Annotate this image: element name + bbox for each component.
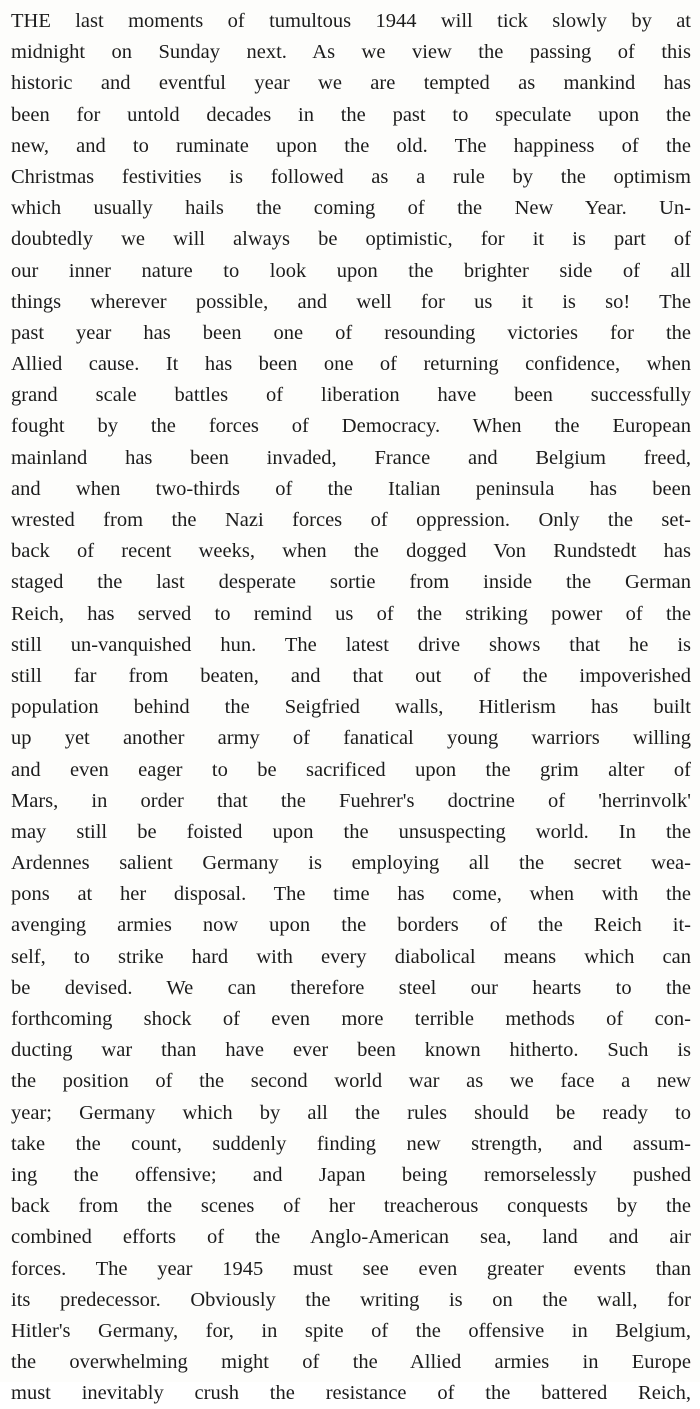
text-line: things wherever possible, and well for us it is so! The — [11, 290, 691, 313]
text-line: take the count, suddenly finding new strength, and assum- — [11, 1132, 691, 1155]
text-line: Allied cause. It has been one of returning confidence, when — [11, 353, 691, 376]
editorial-text-column — [11, 6, 691, 1409]
text-line: may still be foisted upon the unsuspecting world. In the — [11, 820, 691, 843]
text-line: back of recent weeks, when the dogged Von Rundstedt has — [11, 540, 691, 563]
text-line: be devised. We can therefore steel our hearts to the — [11, 976, 691, 999]
text-line: back from the scenes of her treacherous conquests by the — [11, 1195, 691, 1218]
text-line: Hitler's Germany, for, in spite of the offensive in Belgium, — [11, 1319, 691, 1342]
text-line: historic and eventful year we are tempted as mankind has — [11, 72, 691, 95]
text-line: up yet another army of fanatical young warriors willing — [11, 727, 691, 750]
text-line: and when two-thirds of the Italian peninsula has been — [11, 477, 691, 500]
text-line: forces. The year 1945 must see even greater events than — [11, 1257, 691, 1280]
text-line: which usually hails the coming of the New Year. Un- — [11, 197, 691, 220]
text-line: THE last moments of tumultous 1944 will tick slowly by at — [11, 10, 691, 32]
text-line: its predecessor. Obviously the writing is on the wall, for — [11, 1288, 691, 1311]
text-line: ducting war than have ever been known hitherto. Such is — [11, 1039, 691, 1062]
text-line: population behind the Seigfried walls, Hitlerism has built — [11, 696, 691, 719]
text-line: Reich, has served to remind us of the striking power of the — [11, 602, 691, 625]
text-line: doubtedly we will always be optimistic, for it is part of — [11, 228, 691, 251]
text-line: Ardennes salient Germany is employing all the secret wea- — [11, 852, 691, 875]
text-line: ing the offensive; and Japan being remorselessly pushed — [11, 1163, 691, 1186]
text-line: the overwhelming might of the Allied armies in Europe — [11, 1351, 691, 1374]
text-line: staged the last desperate sortie from inside the German — [11, 571, 691, 594]
text-line: grand scale battles of liberation have been successfully — [11, 384, 691, 407]
text-line: mainland has been invaded, France and Belgium freed, — [11, 446, 691, 469]
text-line: avenging armies now upon the borders of the Reich it- — [11, 914, 691, 937]
text-line: pons at her disposal. The time has come, when with the — [11, 883, 691, 906]
text-line: still un-vanquished hun. The latest drive shows that he is — [11, 633, 691, 656]
text-line: Christmas festivities is followed as a rule by the optimism — [11, 165, 691, 188]
text-line: self, to strike hard with every diabolical means which can — [11, 945, 691, 968]
text-line: forthcoming shock of even more terrible methods of con- — [11, 1008, 691, 1030]
text-line: still far from beaten, and that out of the impoverished — [11, 664, 691, 687]
text-line: midnight on Sunday next. As we view the passing of this — [11, 41, 691, 64]
text-line: been for untold decades in the past to speculate upon the — [11, 103, 691, 126]
text-line: must inevitably crush the resistance of the battered Reich, — [11, 1382, 691, 1405]
text-line: wrested from the Nazi forces of oppression. Only the set- — [11, 509, 691, 531]
text-line: the position of the second world war as we face a new — [11, 1070, 691, 1093]
text-line: fought by the forces of Democracy. When the European — [11, 415, 691, 438]
text-line: Mars, in order that the Fuehrer's doctrine of 'herrinvolk' — [11, 789, 691, 812]
text-line: year; Germany which by all the rules should be ready to — [11, 1101, 691, 1124]
text-line: combined efforts of the Anglo-American sea, land and air — [11, 1226, 691, 1249]
text-line: new, and to ruminate upon the old. The happiness of the — [11, 134, 691, 157]
text-line: our inner nature to look upon the brighter side of all — [11, 259, 691, 282]
text-line: and even eager to be sacrificed upon the grim alter of — [11, 758, 691, 781]
text-line: past year has been one of resounding victories for the — [11, 321, 691, 344]
